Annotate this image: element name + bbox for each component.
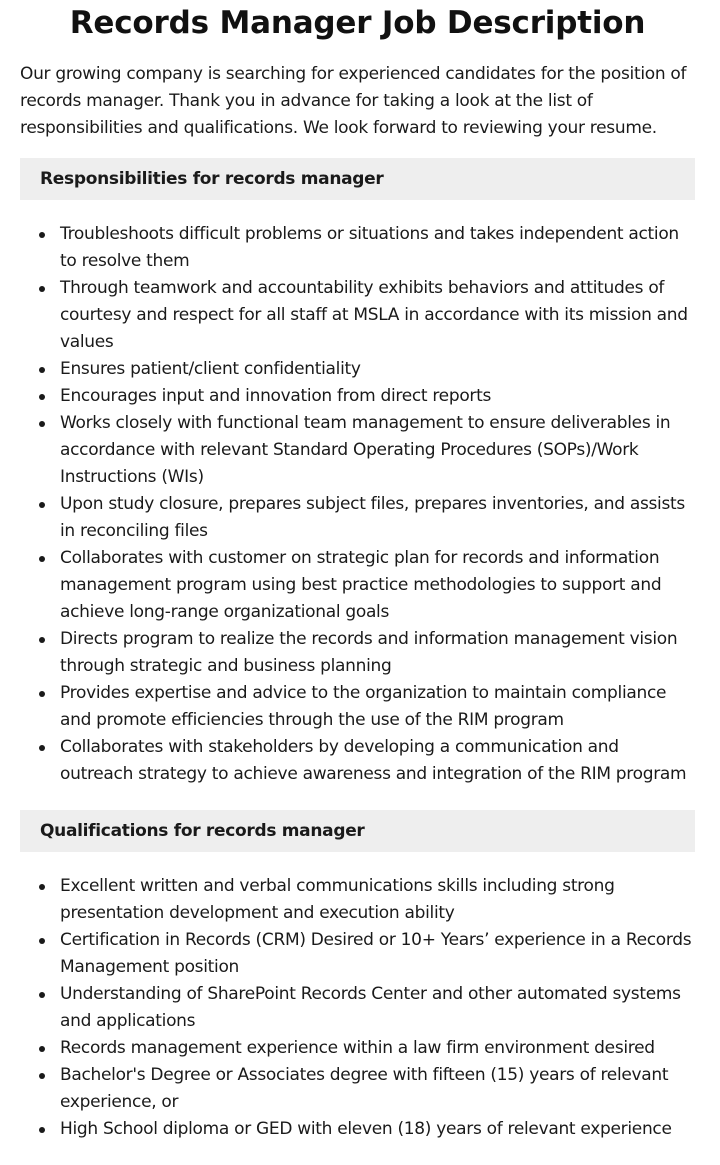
- list-item: [20, 1116, 695, 1143]
- bullet-icon: [39, 691, 45, 697]
- list-item-text: Bachelor's Degree or Associates degree with fifteen (15) years of relevant experience, or: [60, 1065, 669, 1112]
- list-item: [20, 545, 695, 626]
- list-item-text: High School diploma or GED with eleven (18) years of relevant experience: [60, 1119, 672, 1139]
- bullet-icon: [39, 745, 45, 751]
- bullet-icon: [39, 394, 45, 400]
- list-item: [20, 873, 695, 927]
- list-item: [20, 356, 695, 383]
- list-item-text: Records management experience within a law firm environment desired: [60, 1038, 655, 1058]
- list-item-text: Collaborates with stakeholders by developing a communication and outreach strategy to achieve awareness and integration of the RIM program: [60, 737, 687, 784]
- bullet-icon: [39, 1127, 45, 1133]
- qualifications-heading: Qualifications for records manager: [20, 810, 695, 852]
- bullet-icon: [39, 367, 45, 373]
- bullet-icon: [39, 556, 45, 562]
- responsibilities-heading: Responsibilities for records manager: [20, 158, 695, 200]
- list-item-text: Collaborates with customer on strategic plan for records and information management program using best practice methodologies to support and achieve long-range organizational goals: [60, 548, 662, 622]
- list-item-text: Excellent written and verbal communications skills including strong presentation development and execution ability: [60, 876, 615, 923]
- list-item-text: Certification in Records (CRM) Desired or 10+ Years’ experience in a Records Management position: [60, 930, 692, 977]
- list-item: [20, 734, 695, 788]
- list-item-text: Through teamwork and accountability exhibits behaviors and attitudes of courtesy and respect for all staff at MSLA in accordance with its mission and values: [60, 278, 688, 352]
- list-item: [20, 680, 695, 734]
- bullet-icon: [39, 502, 45, 508]
- list-item: [20, 221, 695, 275]
- list-item: [20, 927, 695, 981]
- list-item: [20, 626, 695, 680]
- list-item-text: Troubleshoots difficult problems or situations and takes independent action to resolve them: [60, 224, 679, 271]
- bullet-icon: [39, 421, 45, 427]
- bullet-icon: [39, 637, 45, 643]
- page-title: Records Manager Job Description: [69, 5, 646, 41]
- list-item-text: Ensures patient/client confidentiality: [60, 359, 361, 379]
- list-item-text: Understanding of SharePoint Records Center and other automated systems and applications: [60, 984, 681, 1031]
- list-item: [20, 383, 695, 410]
- bullet-icon: [39, 938, 45, 944]
- list-item: [20, 275, 695, 356]
- list-item-text: Works closely with functional team management to ensure deliverables in accordance with relevant Standard Operating Procedures (SOPs)/Work Instructions (WIs): [60, 413, 671, 487]
- responsibilities-list: [20, 221, 695, 788]
- list-item-text: Directs program to realize the records and information management vision through strategic and business planning: [60, 629, 678, 676]
- qualifications-list: [20, 873, 695, 1143]
- bullet-icon: [39, 232, 45, 238]
- list-item-text: Upon study closure, prepares subject files, prepares inventories, and assists in reconciling files: [60, 494, 685, 541]
- list-item: [20, 410, 695, 491]
- bullet-icon: [39, 1073, 45, 1079]
- bullet-icon: [39, 992, 45, 998]
- bullet-icon: [39, 884, 45, 890]
- list-item: [20, 1035, 695, 1062]
- list-item: [20, 491, 695, 545]
- section-gap: [20, 788, 695, 794]
- list-item-text: Provides expertise and advice to the organization to maintain compliance and promote efficiencies through the use of the RIM program: [60, 683, 667, 730]
- list-item-text: Encourages input and innovation from direct reports: [60, 386, 492, 406]
- list-item: [20, 981, 695, 1035]
- bullet-icon: [39, 1046, 45, 1052]
- intro-paragraph: Our growing company is searching for experienced candidates for the position of records manager. Thank you in advance for taking a look at the list of responsibilities and qualifications. We look forward to reviewing your resume.: [20, 64, 687, 138]
- bullet-icon: [39, 286, 45, 292]
- list-item: [20, 1062, 695, 1116]
